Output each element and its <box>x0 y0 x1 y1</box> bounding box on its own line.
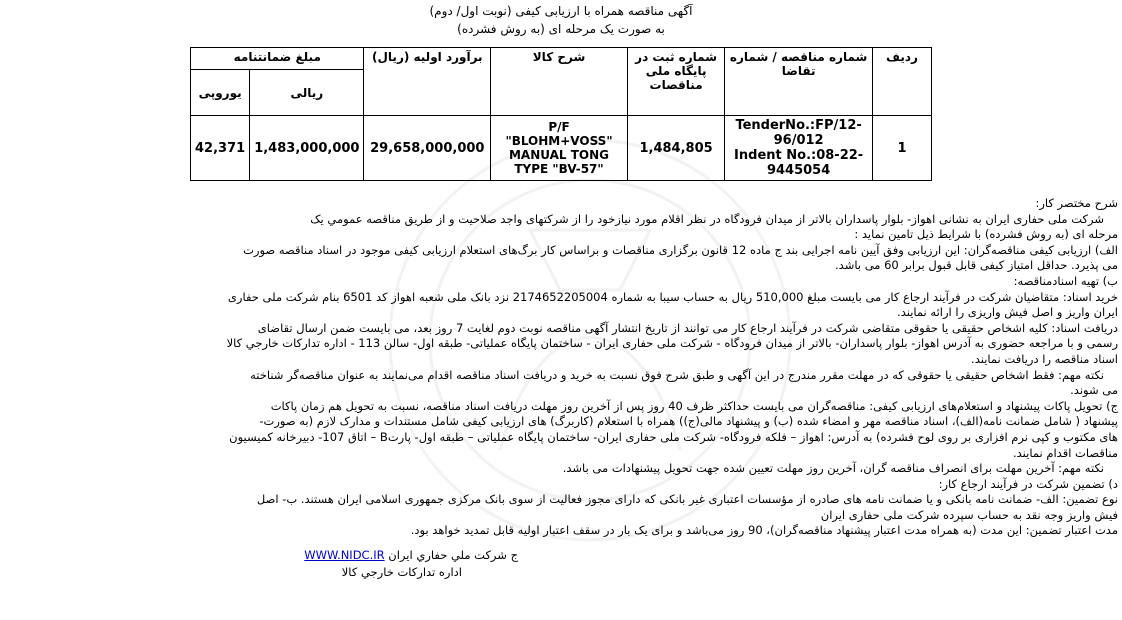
table-header-row <box>191 48 932 70</box>
body-line: خرید اسناد: متقاضیان شرکت در فرآیند ارجاع کار می بایست مبلغ 510,000 ریال به حساب سیبا به شماره 2174652205004 نزد بانک ملی شعبه اهواز کد 6501 بنام شرکت ملی حفاری <box>227 289 1118 304</box>
body-line: فیش واریز وجه نقد به حساب سپرده شرکت ملی حفاری ایران <box>820 507 1118 522</box>
body-line: ایران واریز و اصل فیش واریزی را ارائه نمایند. <box>897 305 1118 320</box>
body-line: مدت اعتبار تضمین: این مدت (به همراه مدت اعتبار پیشنهاد مناقصه‌گران)، 90 روز می‌باشد و برای یک بار در سقف اعتبار اولیه قابل تمدید خواهد بود. <box>410 523 1118 538</box>
section-tender-documents: ب) تهیه اسنادمناقصه: <box>1013 273 1118 288</box>
header-guarantee-euro: یوروپی <box>191 70 250 116</box>
important-note: نکته مهم: فقط اشخاص حقیقی یا حقوقی که در مهلت مقرر مندرج در این آگهی و طبق شرح فوق نسبت به خرید و دریافت اسناد مناقصه اقدام می‌نمایند به عنوان مناقصه‌گر شناخته <box>250 367 1104 382</box>
body-line: مناقصات اقدام نمایند. <box>1012 445 1118 460</box>
header-estimate: برآورد اولیه (ریال) <box>364 48 491 116</box>
cell-tender-number <box>725 116 873 181</box>
signature-company <box>304 548 518 562</box>
notice-subtitle: به صورت یک مرحله ای (به روش فشرده) <box>457 22 665 36</box>
signature-department: اداره تدارکات خارجي کالا <box>341 565 462 579</box>
header-row-number: ردیف <box>872 48 931 116</box>
cell-guarantee-euro: 42,371 <box>191 116 250 181</box>
table-row <box>191 116 932 181</box>
body-line: مرحله ای (به روش فشرده) با شرایط ذیل تامین نماید : <box>854 227 1118 242</box>
important-note: نکته مهم: آخرین مهلت برای انصراف مناقصه گران، آخرین روز مهلت تعیین شده جهت تحویل پیشنهادات می باشد. <box>562 461 1104 476</box>
tender-number-line: TenderNo.:FP/12-96/012 <box>735 118 862 148</box>
body-line: شرکت ملی حفاری ایران به نشانی اهواز- بلوار پاسداران بالاتر از میدان فرودگاه در نظر اقلام مورد نیازخود را از شرکتهای واجد صلاحیت و از طریق مناقصه عمومي يک <box>310 211 1104 226</box>
indent-number-line: Indent No.:08-22-9445054 <box>734 148 864 178</box>
cell-estimate: 29,658,000,000 <box>364 116 491 181</box>
body-line: نوع تضمین: الف- ضمانت نامه بانکی و یا ضمانت نامه های صادره از مؤسسات اعتباری غیر بانکی که دارای مجوز فعالیت از سوی بانک مرکزی جمهوری اسلامی ایران هستند. ب- اصل <box>256 492 1118 507</box>
header-tender-number: شماره مناقصه / شماره تقاضا <box>725 48 873 116</box>
company-name: ج شرکت ملي حفاري ايران <box>388 548 518 562</box>
cell-description: P/F "BLOHM+VOSS" MANUAL TONG TYPE "BV-57" <box>491 116 628 181</box>
section-quality-assessment: الف) ارزیابی کیفی مناقصه‌گران: این ارزیابی وفق آیین نامه اجرایی بند ج ماده 12 قانون برگزاری مناقصات و براساس کار برگ‌های استعلام ارزیابی کیفی موجود در اسناد مناقصه صورت <box>243 242 1118 257</box>
body-line: می شوند. <box>1070 383 1118 398</box>
website-link[interactable]: WWW.NIDC.IR <box>304 548 385 562</box>
body-line: رسمی و با مراجعه حضوری به آدرس اهواز- بلوار پاسداران- بالاتر از میدان فرودگاه - شرکت ملی حفاری ایران - ساختمان پایگاه عملیاتی- طبقه اول- سالن 113 - اداره تدارکات خارجي کالا <box>226 336 1118 351</box>
body-line: پیشنهاد ( شامل ضمانت نامه(الف)، اسناد مناقصه مهر و امضاء شده (ب) و پیشنهاد مالی(ج)) همراه با استعلام (کاربرگ) های ارزیابی کیفی شامل مستندات و مدارک لازم (به صورت- <box>259 414 1118 429</box>
notice-title: آگهی مناقصه همراه با ارزیابی کیفی (نوبت اول/ دوم) <box>429 4 693 18</box>
section-delivery: ج) تحویل پاکات پیشنهاد و استعلام‌های ارزیابی کیفی: مناقصه‌گران می بایست حداکثر ظرف 40 روز پس از آخرین روز مهلت دریافت اسناد مناقصه، نسبت به تحویل هم زمان پاکات <box>270 398 1118 413</box>
body-line: های مکتوب و کپی نرم افزاری بر روی لوح فشرده) به آدرس: اهواز – فلکه فرودگاه- شرکت ملی حفاری ایران- ساختمان پایگاه عملیاتی – طبقه اول- پارتB – اتاق 107- دبیرخانه کمیسیون <box>229 429 1118 444</box>
body-line: می پذیرد. حداقل امتیاز کیفی قابل قبول برابر 60 می باشد. <box>835 258 1118 273</box>
header-description: شرح کالا <box>491 48 628 116</box>
header-guarantee-rial: ریالی <box>250 70 364 116</box>
cell-guarantee-rial: 1,483,000,000 <box>250 116 364 181</box>
section-guarantee: د) تضمین شرکت در فرآیند ارجاع کار: <box>938 476 1118 491</box>
tender-table <box>190 47 932 181</box>
cell-registration-number: 1,484,805 <box>627 116 724 181</box>
header-guarantee: مبلغ ضمانتنامه <box>191 48 364 70</box>
section-summary-title: شرح مختصر کار: <box>1035 196 1118 210</box>
notice-body <box>100 196 1118 539</box>
body-line: دریافت اسناد: کلیه اشخاص حقیقی یا حقوقی متقاضی شرکت در فرآیند ارجاع کار می توانند از تاریخ انتشار آگهی مناقصه نوبت دوم لغایت 7 روز بعد، می بایست ضمن ارسال تقاضای <box>257 320 1118 335</box>
header-registration-number: شماره ثبت در پایگاه ملی مناقصات <box>627 48 724 116</box>
cell-row-number: 1 <box>872 116 931 181</box>
body-line: اسناد مناقصه را دریافت نمایند. <box>971 351 1118 366</box>
